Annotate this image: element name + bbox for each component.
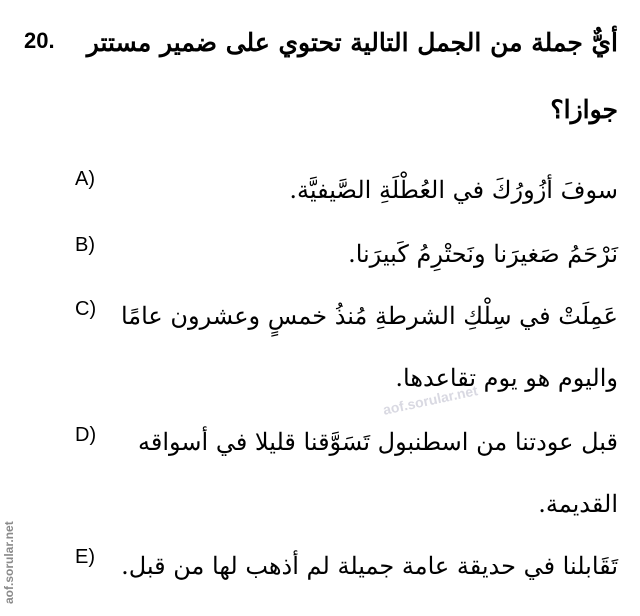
question-text-line-1: أيٌّ جملة من الجمل التالية تحتوي على ضمير مستتر	[86, 28, 618, 57]
option-d-label: D)	[75, 424, 97, 446]
question-number: 20.	[24, 28, 55, 53]
watermark-side: aof.sorular.net	[2, 521, 16, 604]
question-text-line-2: جوازا؟	[550, 95, 618, 124]
option-c-label: C)	[75, 298, 97, 320]
option-b-label: B)	[75, 234, 95, 256]
option-e-text: تَقَابلنا في حديقة عامة جميلة لم أذهب لها من قبل.	[121, 552, 618, 580]
watermark-center: aof.sorular.net	[381, 382, 480, 418]
option-d-text-line-2: القديمة.	[538, 490, 618, 518]
option-d-text-line-1: قبل عودتنا من اسطنبول تَسَوَّقنا قليلا في أسواقه	[138, 428, 618, 456]
option-a-text: سوفَ أزُورُكَ في العُطْلَةِ الصَّيفيَّة.	[289, 176, 618, 204]
option-c-text-line-1: عَمِلَتْ في سِلْكِ الشرطةِ مُنذُ خمسٍ وعشرون عامًا	[120, 302, 618, 330]
option-a-label: A)	[75, 168, 95, 190]
option-c-text-line-2: واليوم هو يوم تقاعدها.	[395, 364, 618, 392]
option-e-label: E)	[75, 546, 95, 568]
option-b-text: نَرْحَمُ صَغيرَنا ونَحتْرِمُ كَبيرَنا.	[348, 240, 618, 268]
